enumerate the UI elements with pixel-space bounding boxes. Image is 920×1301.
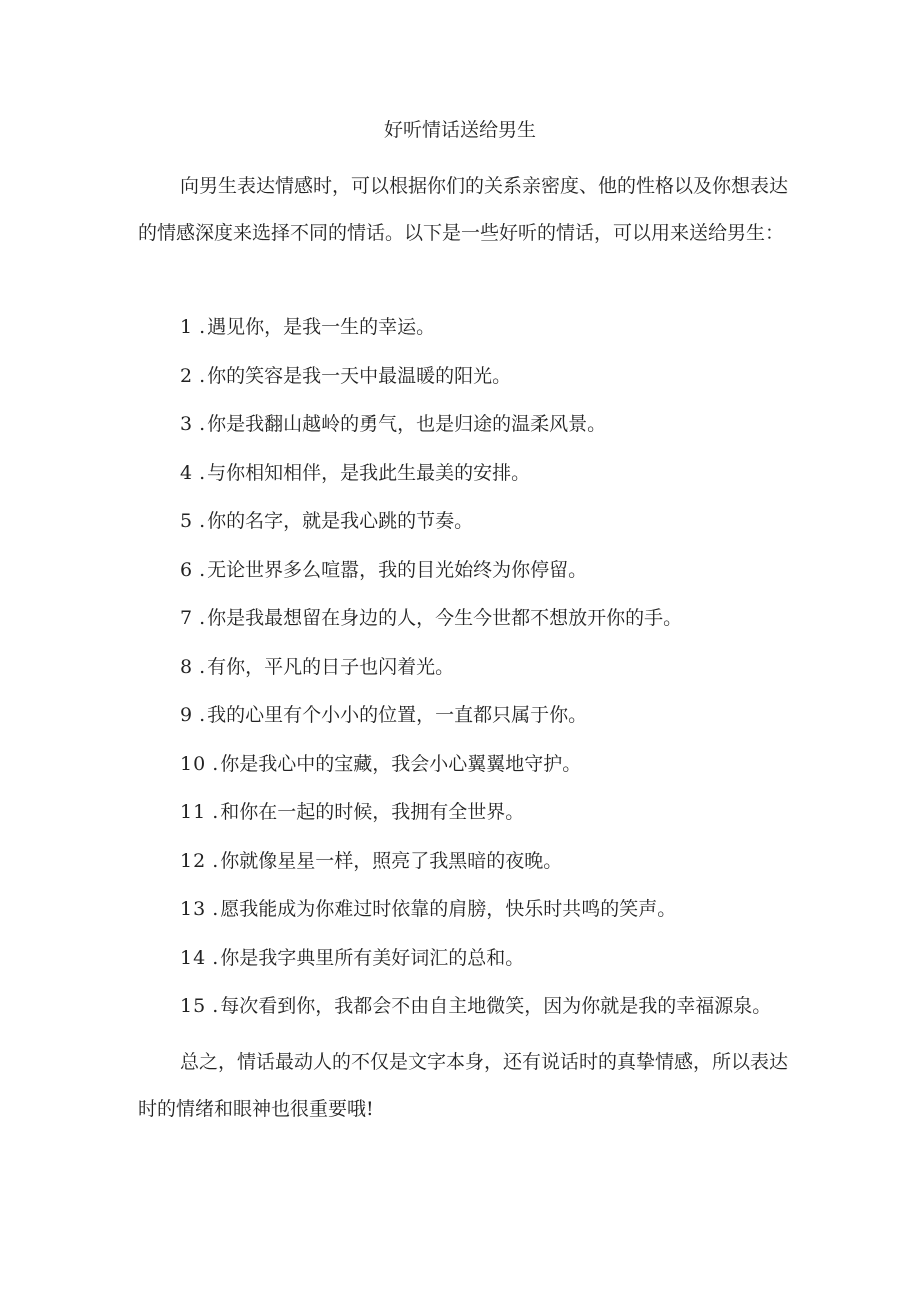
item-separator: . bbox=[212, 849, 219, 872]
item-text: 你就像星星一样，照亮了我黑暗的夜晚。 bbox=[220, 849, 563, 872]
item-separator: . bbox=[212, 995, 219, 1017]
list-item bbox=[180, 647, 771, 696]
item-separator: . bbox=[199, 461, 206, 484]
list-item bbox=[180, 453, 771, 502]
item-number: 14 bbox=[180, 946, 207, 969]
item-text: 遇见你，是我一生的幸运。 bbox=[207, 316, 436, 338]
item-number: 5 bbox=[180, 510, 194, 532]
item-number: 8 bbox=[180, 655, 194, 678]
list-item bbox=[180, 550, 771, 599]
item-text: 愿我能成为你难过时依靠的肩膀，快乐时共鸣的笑声。 bbox=[220, 898, 677, 920]
list-item bbox=[180, 744, 771, 793]
item-text: 你的名字，就是我心跳的节奏。 bbox=[207, 510, 474, 532]
item-text: 你是我翻山越岭的勇气，也是归途的温柔风景。 bbox=[207, 413, 607, 435]
item-text: 与你相知相伴，是我此生最美的安排。 bbox=[207, 461, 531, 484]
item-separator: . bbox=[199, 413, 206, 435]
item-separator: . bbox=[212, 801, 219, 823]
item-text: 你的笑容是我一天中最温暖的阳光。 bbox=[207, 364, 512, 387]
item-separator: . bbox=[212, 898, 219, 920]
item-number: 6 bbox=[180, 558, 194, 581]
intro-paragraph: 向男生表达情感时，可以根据你们的关系亲密度、他的性格以及你想表达的情感深度来选择不同的情话。以下是一些好听的情话，可以用来送给男生： bbox=[138, 175, 789, 244]
list-item bbox=[180, 986, 771, 1035]
item-text: 你是我最想留在身边的人，今生今世都不想放开你的手。 bbox=[207, 607, 683, 629]
item-number: 7 bbox=[180, 607, 194, 629]
item-number: 2 bbox=[180, 364, 194, 387]
item-separator: . bbox=[199, 510, 206, 532]
list-item bbox=[180, 695, 771, 744]
list-item bbox=[180, 501, 771, 550]
item-separator: . bbox=[199, 558, 206, 581]
item-separator: . bbox=[199, 655, 206, 678]
item-text: 每次看到你，我都会不由自主地微笑，因为你就是我的幸福源泉。 bbox=[220, 995, 772, 1017]
list-item bbox=[180, 307, 771, 356]
item-separator: . bbox=[199, 607, 206, 629]
item-text: 和你在一起的时候，我拥有全世界。 bbox=[220, 801, 525, 823]
list-item bbox=[180, 841, 771, 890]
list-item bbox=[180, 792, 771, 841]
item-separator: . bbox=[212, 752, 219, 775]
item-text: 你是我心中的宝藏，我会小心翼翼地守护。 bbox=[220, 752, 582, 775]
item-separator: . bbox=[199, 364, 206, 387]
item-separator: . bbox=[212, 946, 219, 969]
item-text: 有你，平凡的日子也闪着光。 bbox=[207, 655, 455, 678]
item-number: 11 bbox=[180, 801, 207, 823]
list-item bbox=[180, 598, 771, 647]
item-number: 12 bbox=[180, 849, 207, 872]
item-number: 1 bbox=[180, 316, 194, 338]
item-number: 15 bbox=[180, 995, 207, 1017]
document-title: 好听情话送给男生 bbox=[383, 119, 536, 141]
item-number: 10 bbox=[180, 752, 207, 775]
item-number: 9 bbox=[180, 704, 194, 726]
item-text: 无论世界多么喧嚣，我的目光始终为你停留。 bbox=[207, 558, 588, 581]
item-text: 你是我字典里所有美好词汇的总和。 bbox=[220, 946, 525, 969]
item-text: 我的心里有个小小的位置，一直都只属于你。 bbox=[207, 704, 588, 726]
list-item bbox=[180, 356, 771, 405]
item-number: 4 bbox=[180, 461, 194, 484]
item-number: 3 bbox=[180, 413, 194, 435]
item-separator: . bbox=[199, 316, 206, 338]
list-item bbox=[180, 889, 771, 938]
conclusion-paragraph: 总之，情话最动人的不仅是文字本身，还有说话时的真挚情感，所以表达时的情绪和眼神也很重要哦! bbox=[138, 1051, 789, 1120]
item-separator: . bbox=[199, 704, 206, 726]
list-item bbox=[180, 938, 771, 987]
item-number: 13 bbox=[180, 898, 207, 920]
phrase-list bbox=[180, 307, 771, 1035]
list-item bbox=[180, 404, 771, 453]
